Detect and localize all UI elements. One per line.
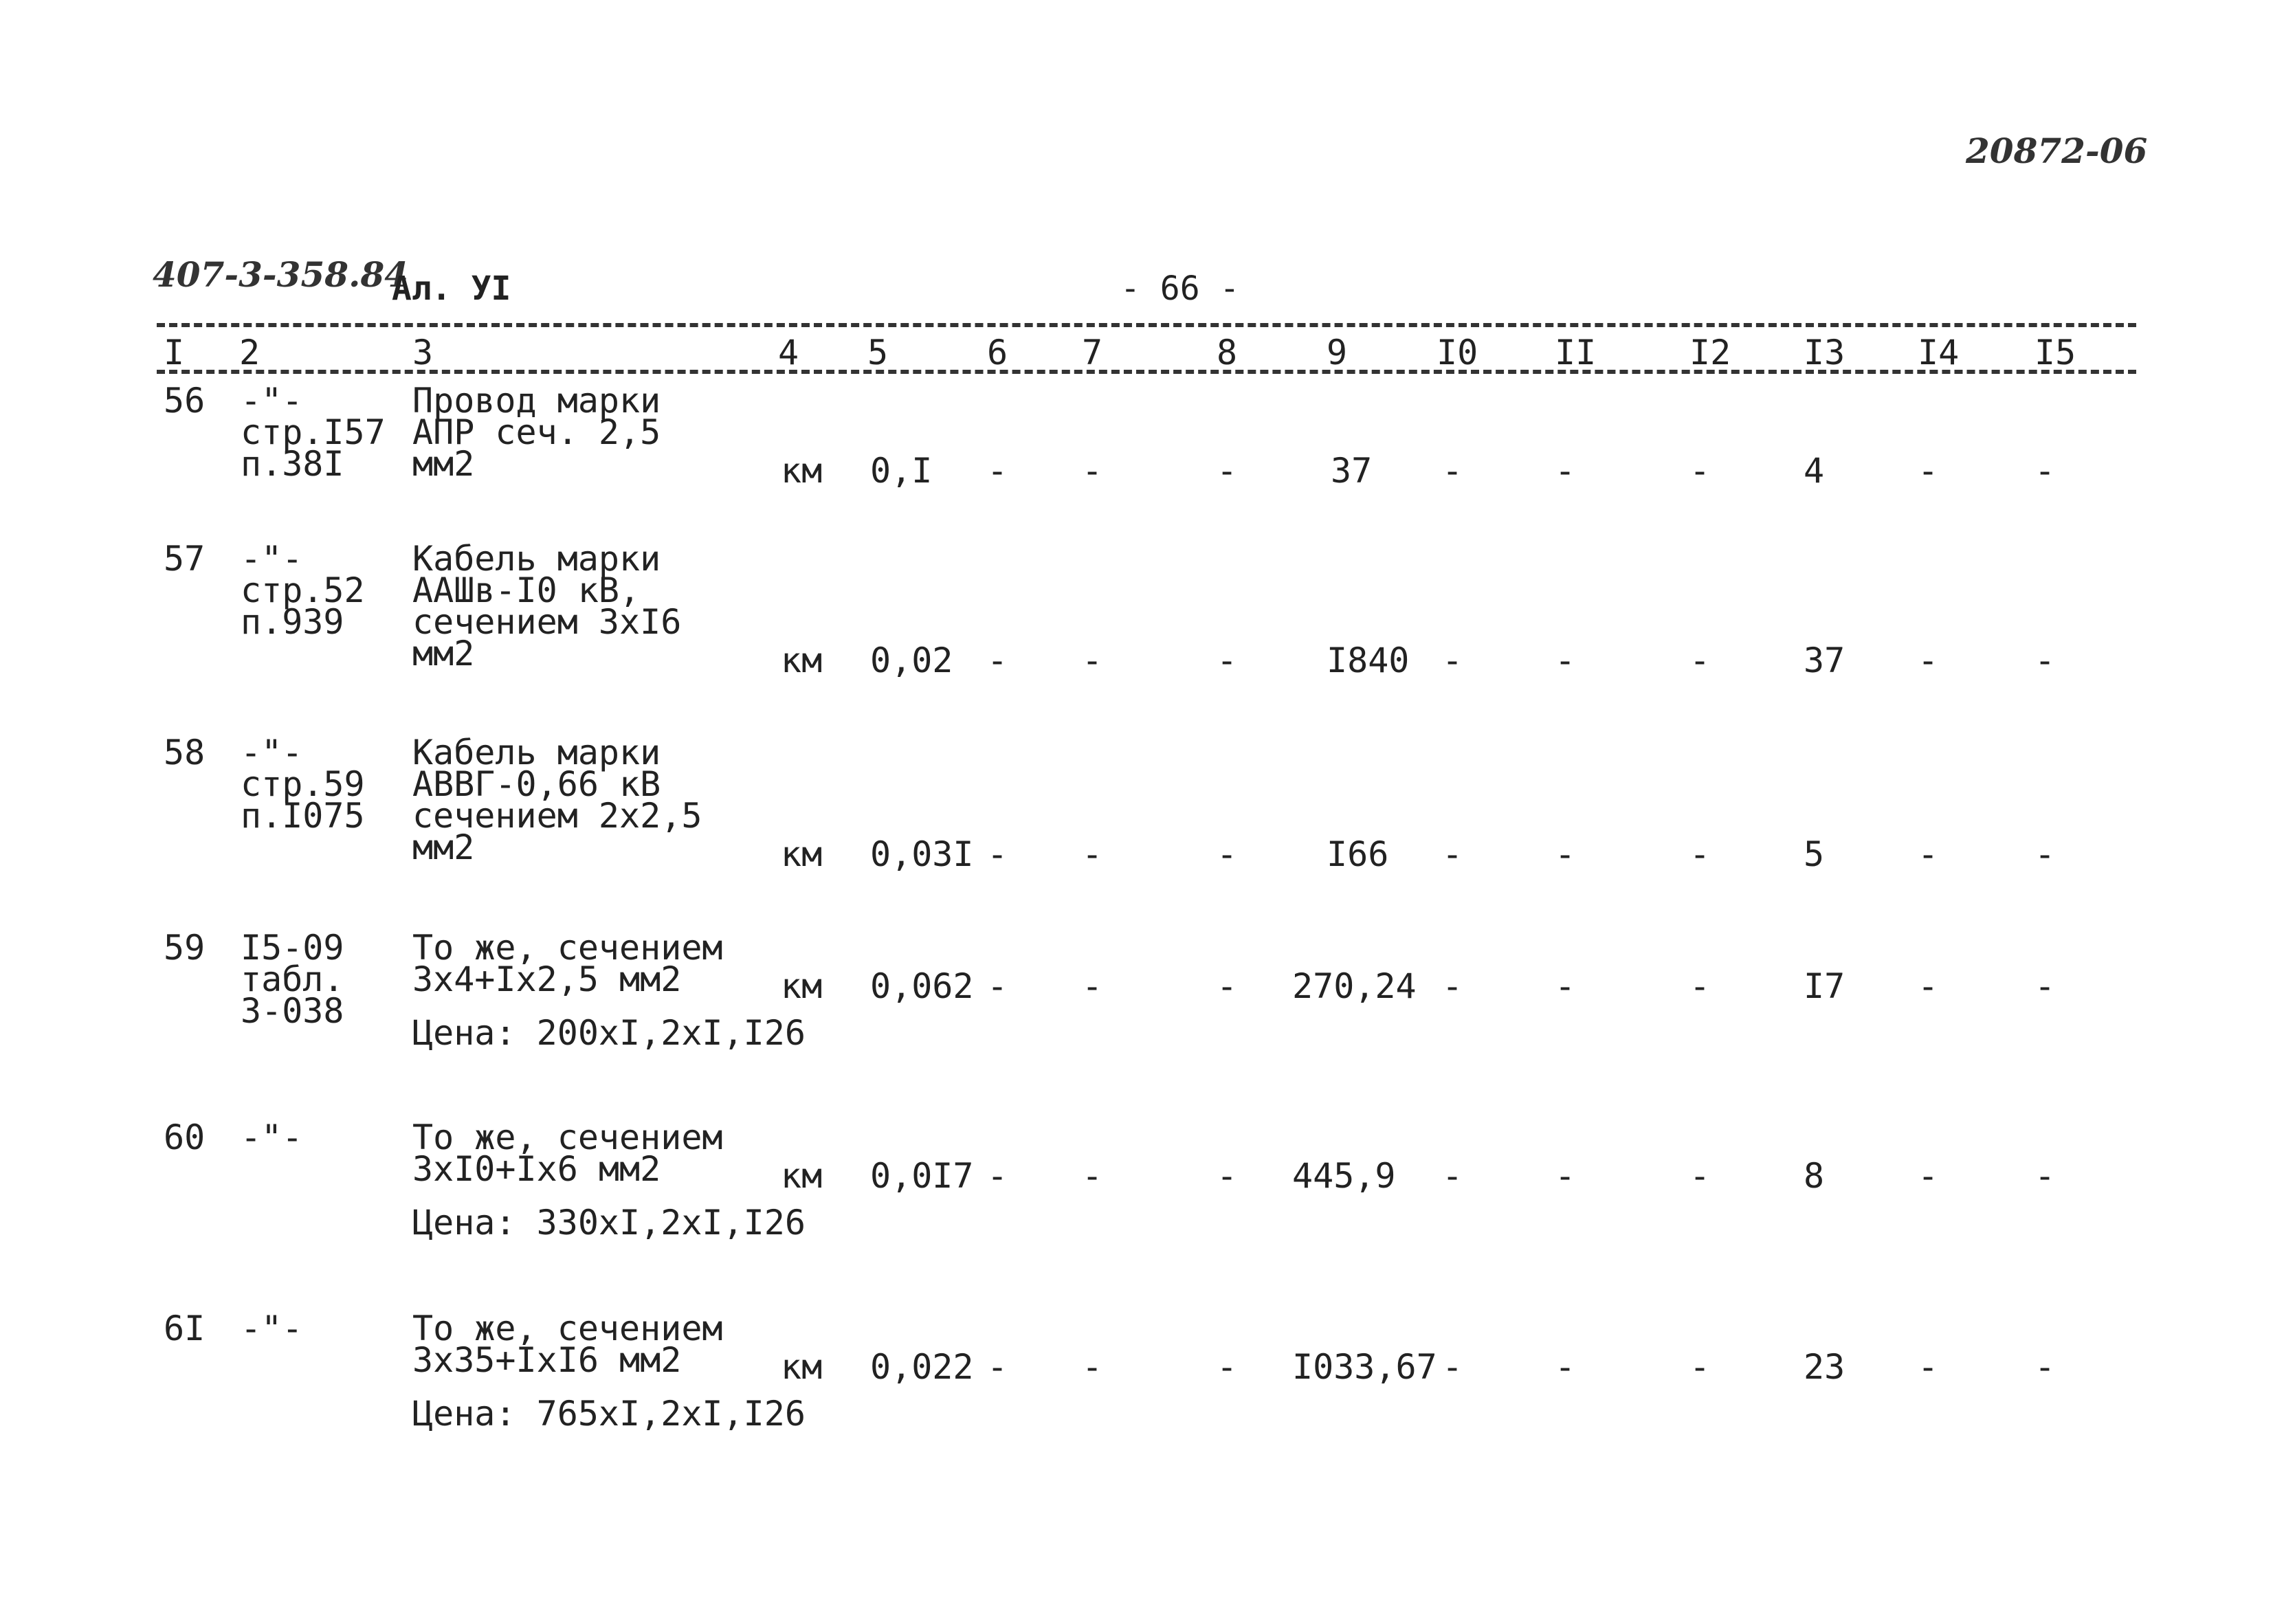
col11-cell: - [1555, 966, 1576, 1006]
column-number: 6 [987, 333, 1008, 372]
col12-cell: - [1689, 966, 1711, 1006]
col13-cell: 8 [1804, 1156, 1825, 1196]
col14-cell: - [1918, 1156, 1939, 1196]
col12-cell: - [1689, 834, 1711, 874]
unit-cell: км [781, 834, 823, 874]
col12-cell: - [1689, 1347, 1711, 1387]
col6-cell: - [987, 451, 1008, 491]
col5-cell: 0,I [870, 451, 933, 491]
unit-cell: км [781, 966, 823, 1006]
name-cell: То же, сечением 3х4+Iх2,5 мм2 [412, 928, 723, 999]
col15-cell: - [2034, 451, 2056, 491]
col8-cell: - [1217, 834, 1238, 874]
column-number: I2 [1689, 333, 1731, 372]
col8-cell: - [1217, 1156, 1238, 1196]
col5-cell: 0,03I [870, 834, 974, 874]
col12-cell: - [1689, 1156, 1711, 1196]
col11-cell: - [1555, 641, 1576, 680]
column-number: I5 [2034, 333, 2076, 372]
album-label: Ал. УI [392, 269, 511, 308]
col10-cell: - [1442, 641, 1463, 680]
col15-cell: - [2034, 1156, 2056, 1196]
col9-cell: I033,67 [1292, 1347, 1437, 1387]
col5-cell: 0,022 [870, 1347, 974, 1387]
col15-cell: - [2034, 834, 2056, 874]
column-number: I0 [1437, 333, 1478, 372]
col12-cell: - [1689, 641, 1711, 680]
col15-cell: - [2034, 966, 2056, 1006]
price-note: Цена: 765хI,2хI,I26 [412, 1394, 806, 1434]
col10-cell: - [1442, 1156, 1463, 1196]
col9-cell: 445,9 [1292, 1156, 1396, 1196]
col5-cell: 0,0I7 [870, 1156, 974, 1196]
column-number: 7 [1082, 333, 1103, 372]
col14-cell: - [1918, 641, 1939, 680]
name-cell: Кабель марки ААШв-I0 кВ, сечением 3хI6 мм2 [412, 539, 682, 674]
col11-cell: - [1555, 1156, 1576, 1196]
col9-cell: I840 [1327, 641, 1410, 680]
col5-cell: 0,02 [870, 641, 953, 680]
col9-cell: 37 [1331, 451, 1373, 491]
reference-cell: -"- стр.I57 п.38I [241, 381, 386, 484]
col15-cell: - [2034, 641, 2056, 680]
col9-cell: 270,24 [1292, 966, 1417, 1006]
col11-cell: - [1555, 1347, 1576, 1387]
column-number: II [1555, 333, 1597, 372]
row-number: 6I [164, 1309, 206, 1348]
col10-cell: - [1442, 451, 1463, 491]
col5-cell: 0,062 [870, 966, 974, 1006]
unit-cell: км [781, 451, 823, 491]
col14-cell: - [1918, 1347, 1939, 1387]
unit-cell: км [781, 641, 823, 680]
col8-cell: - [1217, 1347, 1238, 1387]
col15-cell: - [2034, 1347, 2056, 1387]
column-number: I4 [1918, 333, 1960, 372]
col8-cell: - [1217, 641, 1238, 680]
col8-cell: - [1217, 451, 1238, 491]
column-number: 2 [239, 333, 260, 372]
col6-cell: - [987, 966, 1008, 1006]
name-cell: То же, сечением 3хI0+Iх6 мм2 [412, 1117, 723, 1189]
col13-cell: 5 [1804, 834, 1825, 874]
reference-cell: -"- [241, 1117, 303, 1157]
document-code: 407-3-358.84 [153, 254, 409, 295]
reference-cell: -"- стр.52 п.939 [241, 539, 365, 642]
col6-cell: - [987, 641, 1008, 680]
column-number: 8 [1217, 333, 1238, 372]
row-number: 56 [164, 381, 206, 421]
col13-cell: I7 [1804, 966, 1845, 1006]
table-top-rule [157, 323, 2136, 327]
col10-cell: - [1442, 834, 1463, 874]
col7-cell: - [1082, 451, 1103, 491]
col8-cell: - [1217, 966, 1238, 1006]
column-number: 3 [412, 333, 434, 372]
col10-cell: - [1442, 966, 1463, 1006]
col14-cell: - [1918, 451, 1939, 491]
col14-cell: - [1918, 966, 1939, 1006]
col9-cell: I66 [1327, 834, 1389, 874]
page-number: - 66 - [1120, 269, 1240, 308]
col11-cell: - [1555, 451, 1576, 491]
column-number: 4 [778, 333, 799, 372]
price-note: Цена: 330хI,2хI,I26 [412, 1203, 806, 1243]
row-number: 58 [164, 733, 206, 772]
name-cell: Кабель марки АВВГ-0,66 кВ сечением 2х2,5 мм2 [412, 733, 702, 867]
col14-cell: - [1918, 834, 1939, 874]
price-note: Цена: 200хI,2хI,I26 [412, 1013, 806, 1053]
col6-cell: - [987, 1156, 1008, 1196]
col11-cell: - [1555, 834, 1576, 874]
col13-cell: 23 [1804, 1347, 1845, 1387]
col6-cell: - [987, 834, 1008, 874]
col7-cell: - [1082, 1347, 1103, 1387]
row-number: 60 [164, 1117, 206, 1157]
name-cell: То же, сечением 3х35+IхI6 мм2 [412, 1309, 723, 1380]
row-number: 59 [164, 928, 206, 968]
col7-cell: - [1082, 966, 1103, 1006]
unit-cell: км [781, 1156, 823, 1196]
row-number: 57 [164, 539, 206, 579]
col7-cell: - [1082, 1156, 1103, 1196]
reference-cell: I5-09 табл. 3-038 [241, 928, 344, 1031]
col7-cell: - [1082, 834, 1103, 874]
column-number: I3 [1804, 333, 1845, 372]
col13-cell: 4 [1804, 451, 1825, 491]
column-number: 5 [867, 333, 889, 372]
column-number: 9 [1327, 333, 1348, 372]
name-cell: Провод марки АПР сеч. 2,5 мм2 [412, 381, 661, 484]
column-number: I [164, 333, 185, 372]
col10-cell: - [1442, 1347, 1463, 1387]
corner-code: 20872-06 [1966, 131, 2148, 171]
unit-cell: км [781, 1347, 823, 1387]
col12-cell: - [1689, 451, 1711, 491]
reference-cell: -"- стр.59 п.I075 [241, 733, 365, 836]
col7-cell: - [1082, 641, 1103, 680]
col6-cell: - [987, 1347, 1008, 1387]
col13-cell: 37 [1804, 641, 1845, 680]
table-header-rule [157, 370, 2136, 374]
reference-cell: -"- [241, 1309, 303, 1348]
